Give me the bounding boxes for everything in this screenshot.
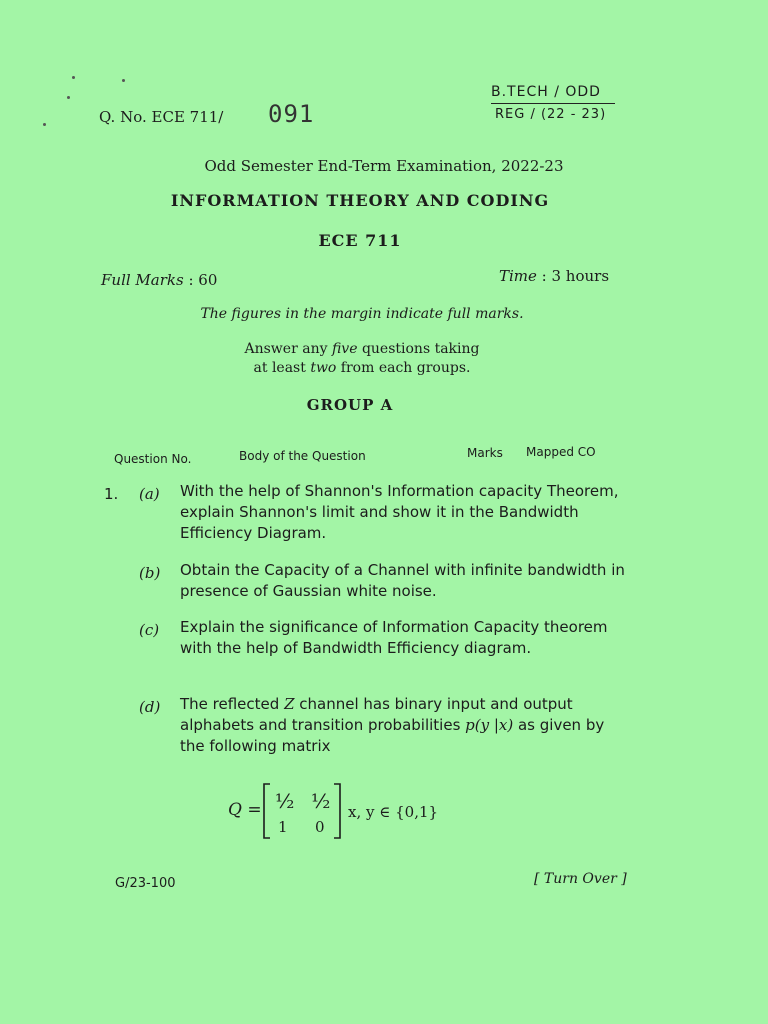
instruction-emphasis: five xyxy=(331,341,358,357)
instruction-text: questions taking xyxy=(357,341,480,357)
subject-title: INFORMATION THEORY AND CODING xyxy=(170,191,550,210)
question-number: 1. xyxy=(104,485,119,503)
instruction-text: at least xyxy=(253,360,311,376)
program-label: B.TECH / ODD xyxy=(491,84,601,100)
matrix-r1c1: ½ xyxy=(275,789,295,813)
matrix-r1c2: ½ xyxy=(311,789,331,813)
course-code: ECE 711 xyxy=(318,231,402,250)
column-header-body: Body of the Question xyxy=(239,449,366,463)
time-value: : 3 hours xyxy=(536,267,610,285)
part-d-text: The reflected xyxy=(180,695,285,713)
full-marks-value: : 60 xyxy=(183,271,218,289)
question-number-handwritten: 091 xyxy=(268,100,315,128)
matrix-r2c1: 1 xyxy=(278,818,288,836)
reg-label: REG / (22 - 23) xyxy=(495,107,607,122)
matrix-right-bracket xyxy=(334,784,340,838)
matrix-left-bracket xyxy=(264,784,270,838)
matrix-lhs: Q = xyxy=(228,800,262,820)
full-marks-label: Full Marks xyxy=(101,271,184,289)
exam-title-line: Odd Semester End-Term Examination, 2022-23 xyxy=(204,157,564,175)
part-d-text: channel has binary input and output alphabets and transition probabilities xyxy=(180,695,573,734)
matrix-r2c2: 0 xyxy=(315,818,325,836)
column-header-marks: Marks xyxy=(467,446,503,460)
footer-code: G/23-100 xyxy=(115,876,176,891)
part-label-c: (c) xyxy=(139,621,160,639)
instruction-margin: The figures in the margin indicate full marks. xyxy=(200,306,524,322)
instruction-text: from each groups. xyxy=(336,360,471,376)
group-heading: GROUP A xyxy=(306,396,394,414)
matrix-domain: x, y ∈ {0,1} xyxy=(348,803,439,821)
part-label-b: (b) xyxy=(139,564,161,582)
part-d-variable: Z xyxy=(284,695,295,713)
column-header-mapped-co: Mapped CO xyxy=(526,445,596,459)
time-label: Time xyxy=(499,267,537,285)
instruction-emphasis: two xyxy=(310,360,337,376)
part-label-d: (d) xyxy=(139,698,161,716)
column-header-question-no: Question No. xyxy=(114,452,192,466)
part-text-b: Obtain the Capacity of a Channel with infinite bandwidth in presence of Gaussian white noise. xyxy=(180,561,625,600)
part-d-text: as given by the following matrix xyxy=(180,716,605,755)
part-d-probability: p(y |x) xyxy=(465,716,514,734)
part-text-c: Explain the significance of Information Capacity theorem with the help of Bandwidth Efficiency diagram. xyxy=(180,618,608,657)
instruction-text: Answer any xyxy=(244,341,332,357)
turn-over-note: [ Turn Over ] xyxy=(534,871,627,887)
part-label-a: (a) xyxy=(139,485,160,503)
part-text-a: With the help of Shannon's Information capacity Theorem, explain Shannon's limit and show it in the Bandwidth Efficiency Diagram. xyxy=(180,482,619,542)
question-number-label: Q. No. ECE 711/ xyxy=(99,108,224,126)
